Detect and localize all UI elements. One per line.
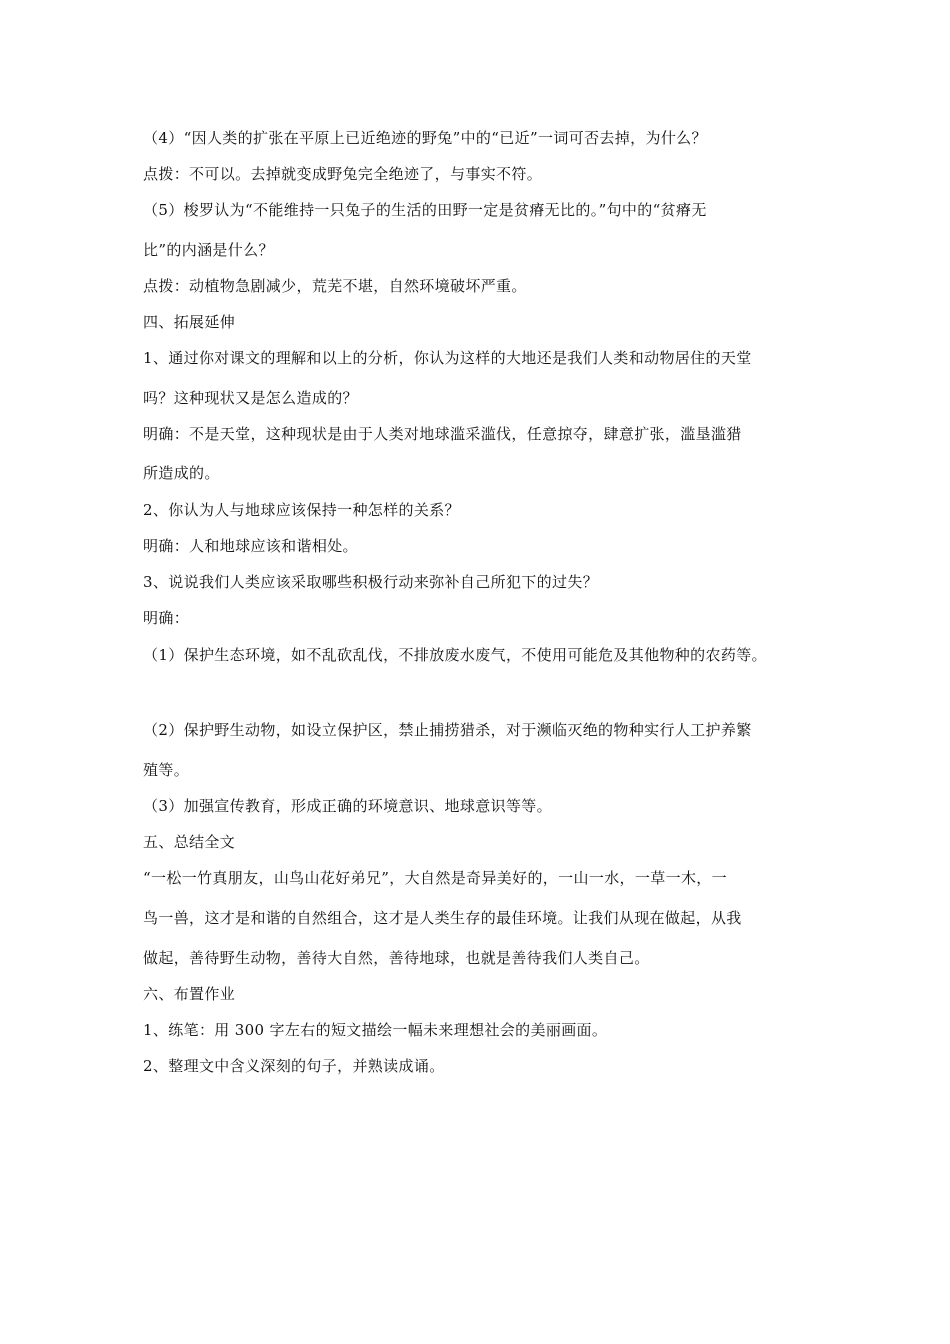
extension-answer-3-point-2-line-1: （2）保护野生动物，如设立保护区，禁止捕捞猎杀，对于濒临灭绝的物种实行人工护养繁 [143, 721, 752, 739]
homework-1: 1、练笔：用 300 字左右的短文描绘一幅未来理想社会的美丽画面。 [143, 1021, 608, 1039]
extension-question-2: 2、你认为人与地球应该保持一种怎样的关系？ [143, 501, 460, 519]
extension-answer-1-line-2: 所造成的。 [143, 464, 220, 482]
extension-answer-1-line-1: 明确：不是天堂，这种现状是由于人类对地球滥采滥伐，任意掠夺，肆意扩张，滥垦滥猎 [143, 425, 742, 443]
homework-2: 2、整理文中含义深刻的句子，并熟读成诵。 [143, 1057, 445, 1075]
summary-line-1: “一松一竹真朋友，山鸟山花好弟兄”，大自然是奇异美好的，一山一水，一草一木，一 [143, 869, 727, 887]
answer-5: 点拨：动植物急剧减少，荒芜不堪，自然环境破坏严重。 [143, 277, 527, 295]
extension-question-1-line-2: 吗？这种现状又是怎么造成的？ [143, 389, 358, 407]
extension-question-1-line-1: 1、通过你对课文的理解和以上的分析，你认为这样的大地还是我们人类和动物居住的天堂 [143, 349, 752, 367]
summary-line-2: 鸟一兽，这才是和谐的自然组合，这才是人类生存的最佳环境。让我们从现在做起，从我 [143, 909, 742, 927]
section-heading-6: 六、布置作业 [143, 985, 236, 1003]
extension-answer-3-point-1: （1）保护生态环境，如不乱砍乱伐，不排放废水废气，不使用可能危及其他物种的农药等。 [143, 646, 767, 664]
extension-answer-3-label: 明确： [143, 609, 190, 627]
summary-line-3: 做起，善待野生动物，善待大自然，善待地球，也就是善待我们人类自己。 [143, 949, 650, 967]
extension-answer-2: 明确：人和地球应该和谐相处。 [143, 537, 358, 555]
extension-answer-3-point-2-line-2: 殖等。 [143, 761, 190, 779]
question-5-line-1: （5）梭罗认为“不能维持一只兔子的生活的田野一定是贫瘠无比的。”句中的“贫瘠无 [143, 201, 707, 219]
question-4: （4）“因人类的扩张在平原上已近绝迹的野兔”中的“已近”一词可否去掉，为什么？ [143, 129, 707, 147]
extension-answer-3-point-3: （3）加强宣传教育，形成正确的环境意识、地球意识等等。 [143, 797, 552, 815]
question-5-line-2: 比”的内涵是什么？ [143, 241, 274, 259]
answer-4: 点拨：不可以。去掉就变成野兔完全绝迹了，与事实不符。 [143, 165, 543, 183]
section-heading-4: 四、拓展延伸 [143, 313, 236, 331]
section-heading-5: 五、总结全文 [143, 833, 236, 851]
extension-question-3: 3、说说我们人类应该采取哪些积极行动来弥补自己所犯下的过失？ [143, 573, 599, 591]
